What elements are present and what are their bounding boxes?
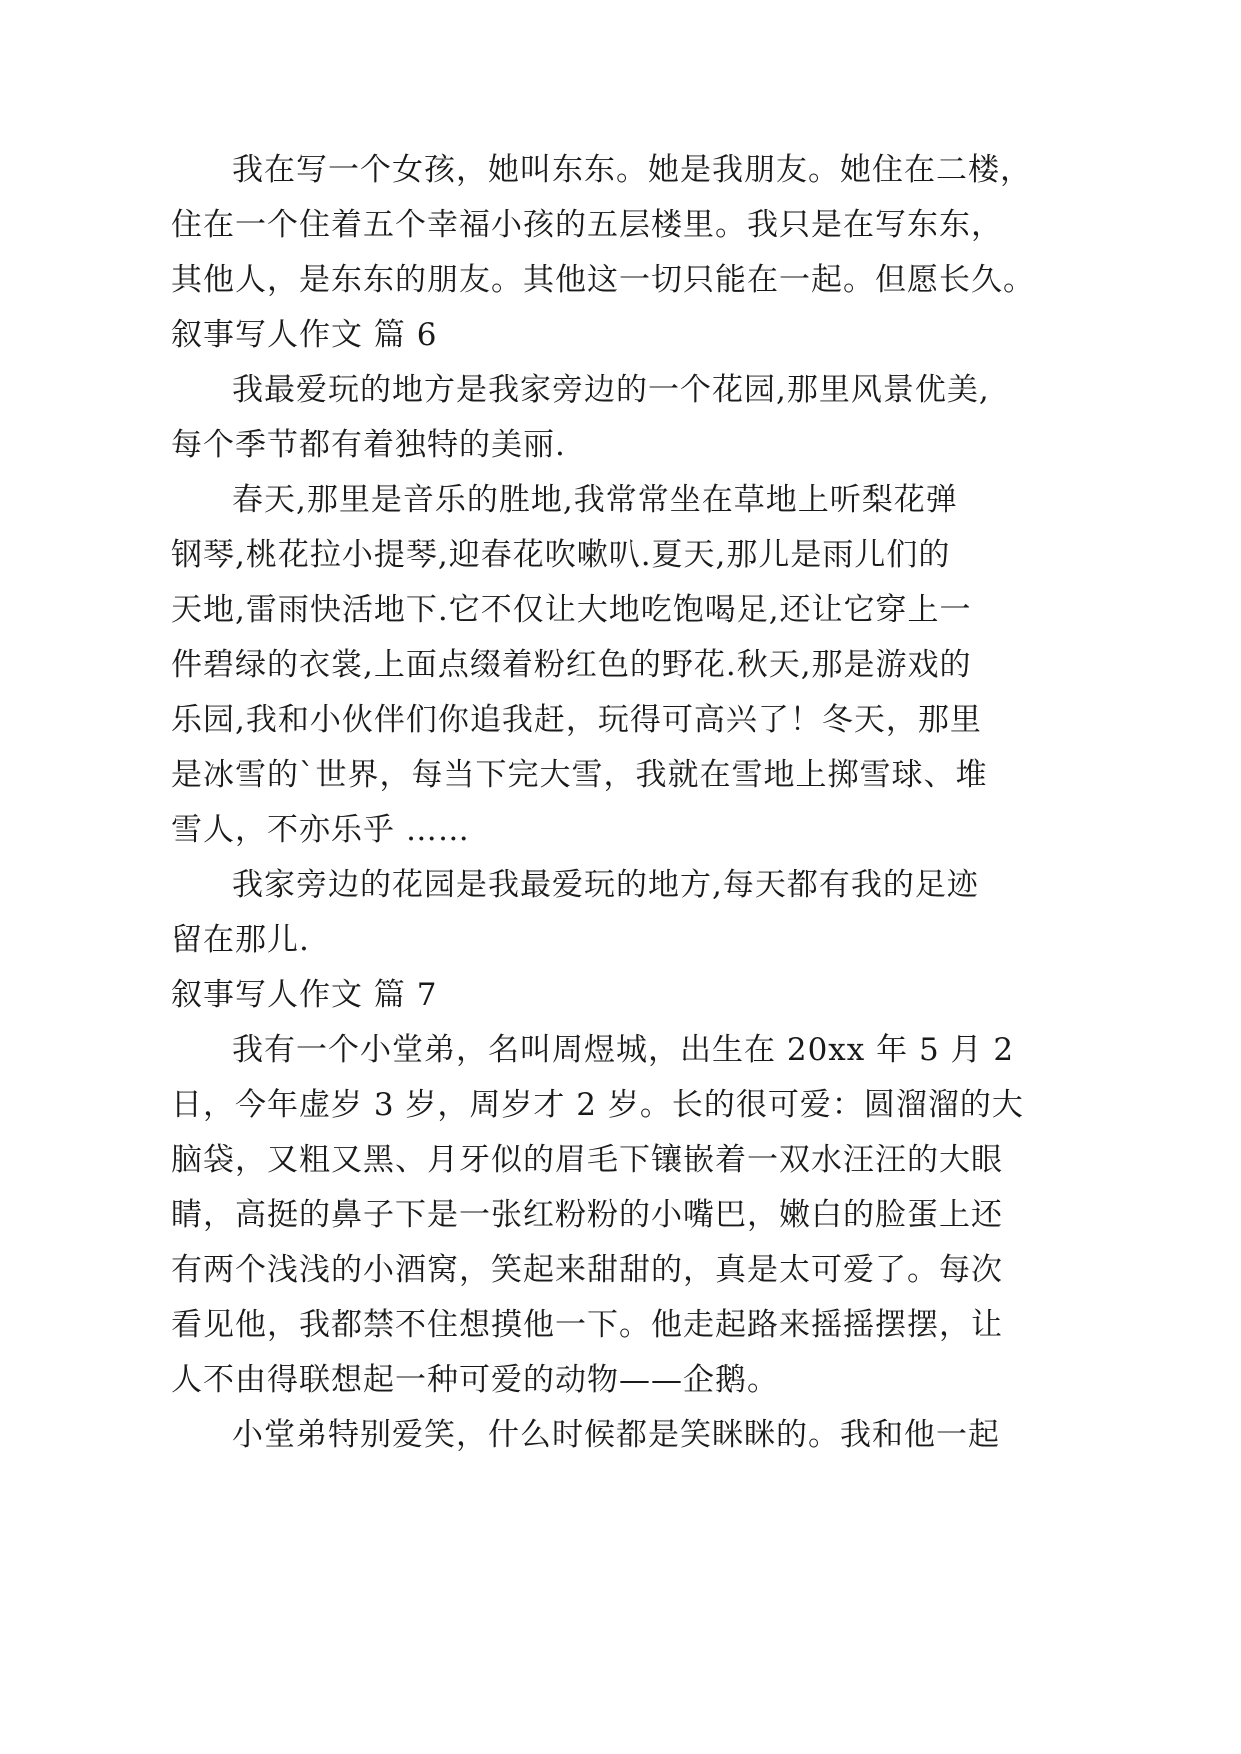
text-line: 我在写一个女孩，她叫东东。她是我朋友。她住在二楼，: [232, 152, 1032, 188]
text-line: 我家旁边的花园是我最爱玩的地方,每天都有我的足迹: [232, 867, 979, 903]
text-line: 其他人，是东东的朋友。其他这一切只能在一起。但愿长久。: [171, 262, 1035, 298]
text-line: 我最爱玩的地方是我家旁边的一个花园,那里风景优美,: [232, 372, 990, 408]
text-line: 雪人，不亦乐乎 ……: [171, 812, 470, 848]
text-line: 睛，高挺的鼻子下是一张红粉粉的小嘴巴，嫩白的脸蛋上还: [171, 1197, 1003, 1233]
text-line: 小堂弟特别爱笑，什么时候都是笑眯眯的。我和他一起: [232, 1417, 1000, 1453]
text-line: 乐园,我和小伙伴们你追我赶，玩得可高兴了！冬天，那里: [171, 702, 982, 738]
text-line: 日，今年虚岁 3 岁，周岁才 2 岁。长的很可爱：圆溜溜的大: [171, 1087, 1024, 1123]
text-line: 有两个浅浅的小酒窝，笑起来甜甜的，真是太可爱了。每次: [171, 1252, 1003, 1288]
text-line: 件碧绿的衣裳,上面点缀着粉红色的野花.秋天,那是游戏的: [171, 647, 972, 683]
text-line: 看见他，我都禁不住想摸他一下。他走起路来摇摇摆摆，让: [171, 1307, 1003, 1343]
text-line: 天地,雷雨快活地下.它不仅让大地吃饱喝足,还让它穿上一: [171, 592, 972, 628]
text-line: 留在那儿.: [171, 922, 310, 958]
text-line: 是冰雪的`世界，每当下完大雪，我就在雪地上掷雪球、堆: [171, 757, 988, 793]
text-line: 每个季节都有着独特的美丽.: [171, 427, 566, 463]
section-heading: 叙事写人作文 篇 7: [171, 977, 438, 1013]
text-line: 住在一个住着五个幸福小孩的五层楼里。我只是在写东东，: [171, 207, 1003, 243]
text-line: 人不由得联想起一种可爱的动物——企鹅。: [171, 1362, 779, 1398]
text-line: 春天,那里是音乐的胜地,我常常坐在草地上听梨花弹: [232, 482, 958, 518]
text-line: 我有一个小堂弟，名叫周煜城，出生在 20xx 年 5 月 2: [232, 1032, 1015, 1068]
text-line: 脑袋，又粗又黑、月牙似的眉毛下镶嵌着一双水汪汪的大眼: [171, 1142, 1003, 1178]
section-heading: 叙事写人作文 篇 6: [171, 317, 438, 353]
text-line: 钢琴,桃花拉小提琴,迎春花吹嗽叭.夏天,那儿是雨儿们的: [171, 537, 951, 573]
